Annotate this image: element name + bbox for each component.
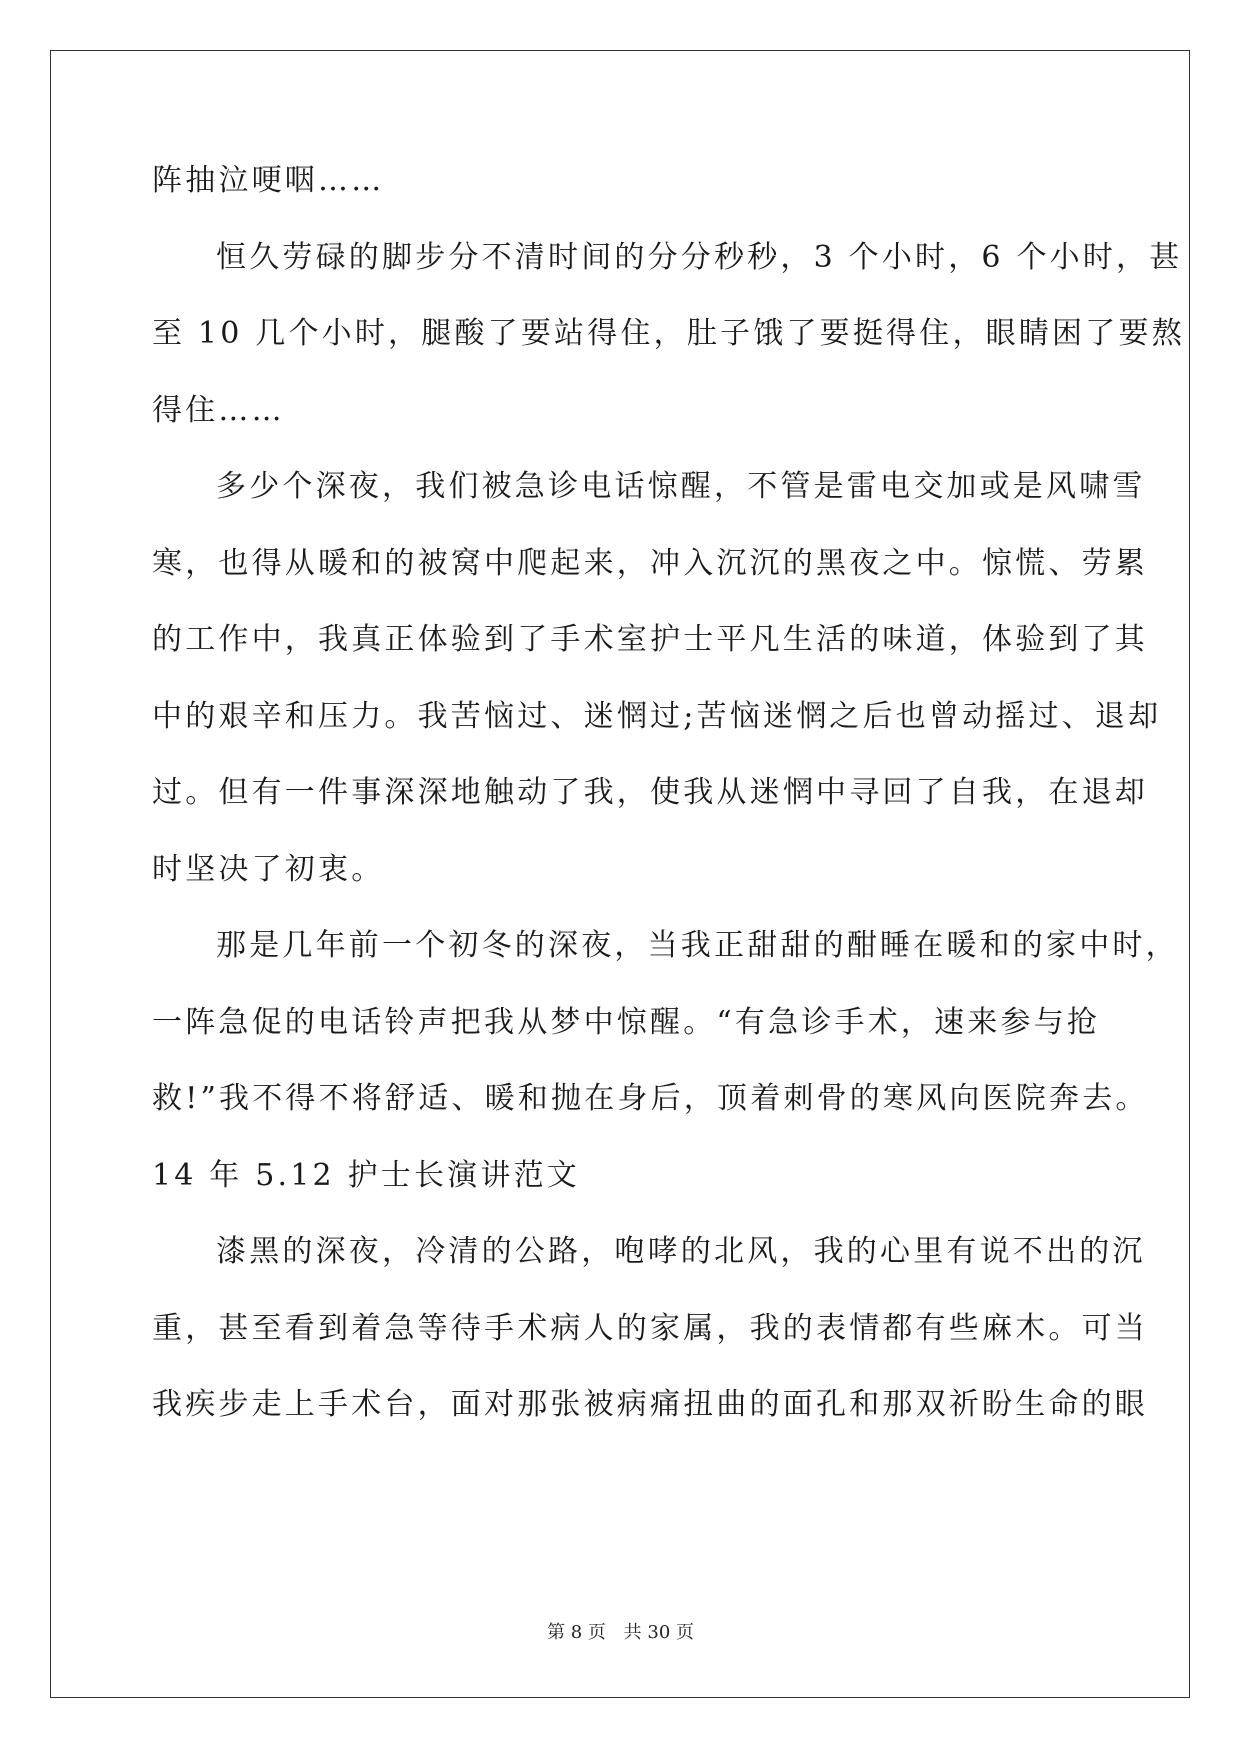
text-line: 的工作中，我真正体验到了手术室护士平凡生活的味道，体验到了其 — [152, 622, 1148, 657]
text-line: 救!”我不得不将舒适、暖和抛在身后，顶着刺骨的寒风向医院奔去。 — [152, 1081, 1149, 1116]
text-line: 14 年 5.12 护士长演讲范文 — [152, 1157, 580, 1193]
text-line: 阵抽泣哽咽…… — [152, 163, 385, 198]
page-footer — [0, 1618, 1241, 1644]
text-line: 一阵急促的电话铃声把我从梦中惊醒。“有急诊手术，速来参与抢 — [152, 1004, 1101, 1040]
text-line: 多少个深夜，我们被急诊电话惊醒，不管是雷电交加或是风啸雪 — [216, 469, 1146, 504]
text-line: 重，甚至看到着急等待手术病人的家属，我的表情都有些麻木。可当 — [152, 1310, 1148, 1346]
text-line: 恒久劳碌的脚步分不清时间的分分秒秒，3 个小时，6 个小时，甚 — [216, 239, 1183, 275]
text-line: 漆黑的深夜，冷清的公路，咆哮的北风，我的心里有说不出的沉 — [216, 1234, 1146, 1269]
page-total: 共 30 页 — [623, 1622, 694, 1643]
text-line: 时坚决了初衷。 — [152, 851, 385, 887]
text-line: 得住…… — [152, 392, 285, 428]
text-line: 那是几年前一个初冬的深夜，当我正甜甜的酣睡在暖和的家中时， — [216, 928, 1179, 963]
page-number: 第 8 页 — [547, 1622, 606, 1643]
text-line: 我疾步走上手术台，面对那张被病痛扭曲的面孔和那双祈盼生命的眼 — [152, 1387, 1148, 1422]
text-line: 寒，也得从暖和的被窝中爬起来，冲入沉沉的黑夜之中。惊慌、劳累 — [152, 545, 1148, 581]
text-line: 至 10 几个小时，腿酸了要站得住，肚子饿了要挺得住，眼睛困了要熬 — [152, 316, 1185, 351]
document-body — [152, 160, 1185, 1461]
text-line: 过。但有一件事深深地触动了我，使我从迷惘中寻回了自我，在退却 — [152, 775, 1148, 810]
text-line: 中的艰辛和压力。我苦恼过、迷惘过;苦恼迷惘之后也曾动摇过、退却 — [152, 698, 1162, 734]
